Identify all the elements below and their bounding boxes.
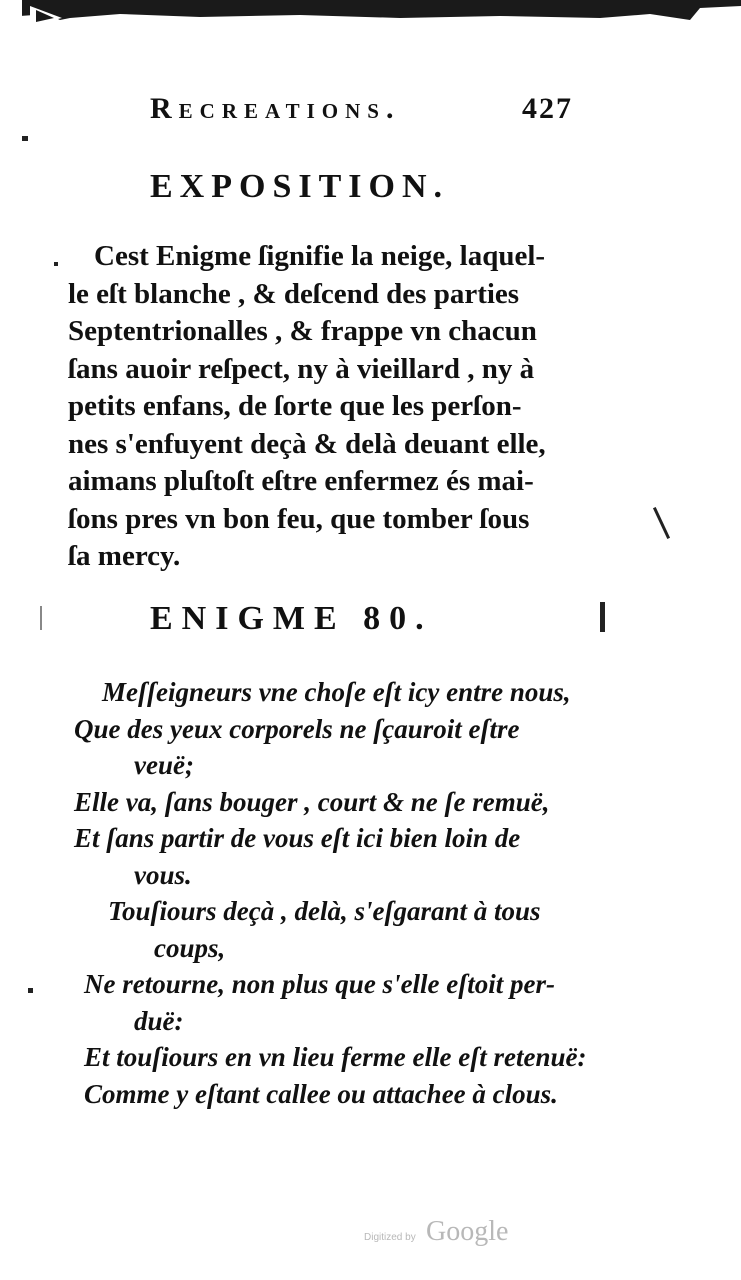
verse-line: Que des yeux corporels ne ſçauroit eſtre: [74, 713, 520, 744]
verse-line: Meſſeigneurs vne choſe eſt icy entre nous,: [102, 677, 571, 707]
exposition-line: aimans pluſtoſt eſtre enfermez és mai-: [68, 465, 534, 497]
watermark-prefix: Digitized by: [364, 1232, 416, 1243]
scan-top-edge: [0, 0, 741, 38]
exposition-line: petits enfans, de ſorte que les perſon-: [68, 390, 522, 422]
verse-line: Touſiours deçà , delà, s'eſgarant à tous: [108, 896, 541, 926]
running-head: [150, 92, 590, 132]
google-logo: Google: [426, 1216, 509, 1247]
verse-line: Et touſiours en vn lieu ferme elle eſt retenuë:: [84, 1042, 587, 1072]
ink-mark: [600, 602, 605, 632]
verse-line: coups,: [154, 932, 226, 963]
verse-line: vous.: [134, 859, 192, 890]
ink-speck: [28, 988, 33, 993]
verse-line: duë:: [134, 1005, 184, 1036]
verse-line: Et ſans partir de vous eſt ici bien loin de: [74, 823, 521, 853]
digitized-watermark: [364, 1214, 564, 1254]
verse-line: Elle va, ſans bouger , court & ne ſe remuë,: [74, 786, 550, 817]
enigma-heading: ENIGME 80.: [150, 600, 433, 637]
exposition-heading: EXPOSITION.: [150, 168, 449, 205]
ink-mark: [653, 507, 670, 539]
exposition-line: nes s'enfuyent deçà & delà deuant elle,: [68, 427, 546, 460]
ink-speck: [54, 262, 58, 266]
exposition-text: [68, 238, 593, 576]
ink-mark: [40, 606, 42, 630]
exposition-line: Septentrionalles , & frappe vn chacun: [68, 315, 537, 347]
verse-line: veuë;: [134, 750, 194, 780]
enigma-verse: [74, 674, 604, 1112]
running-title: Recreations.: [150, 92, 401, 125]
exposition-line: ſons pres vn bon feu, que tomber ſous: [68, 502, 530, 535]
ink-speck: [22, 136, 28, 141]
exposition-line: le eſt blanche , & deſcend des parties: [68, 277, 520, 310]
verse-line: Comme y eſtant callee ou attachee à clous.: [84, 1078, 558, 1109]
verse-line: Ne retourne, non plus que s'elle eſtoit per-: [84, 969, 555, 999]
exposition-line: Cest Enigme ſignifie la neige, laquel-: [94, 240, 546, 272]
exposition-line: ſa mercy.: [68, 540, 181, 572]
exposition-line: ſans auoir reſpect, ny à vieillard , ny à: [68, 352, 535, 385]
page-number: 427: [522, 92, 573, 125]
